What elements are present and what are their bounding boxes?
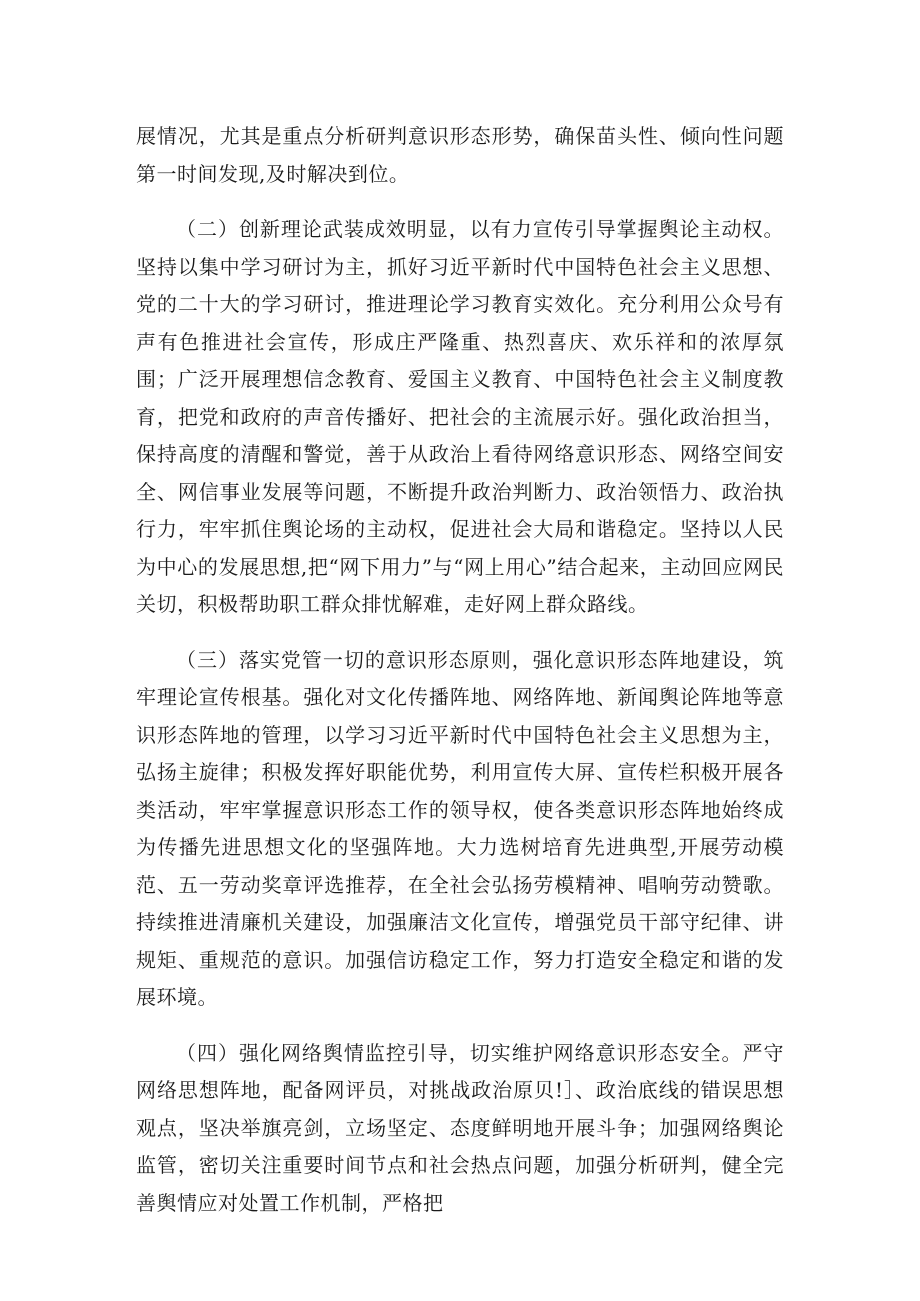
document-body: [136, 118, 784, 1240]
paragraph-section-four: （四）强化网络舆情监控引导，切实维护网络意识形态安全。严守网络思想阵地，配备网评员，对挑战政治原贝!］、政治底线的错误思想观点，坚决举旗亮剑，立场坚定、态度鲜明地开展斗争；加强网络舆论监管，密切关注重要时间节点和社会热点问题，加强分析研判，健全完善舆情应对处置工作机制，严格把: [136, 1040, 784, 1215]
paragraph-continuation: 展情况，尤其是重点分析研判意识形态形势，确保苗头性、倾向性问题第一时间发现,及时解决到位。: [136, 124, 784, 186]
paragraph-section-two: （二）创新理论武装成效明显，以有力宣传引导掌握舆论主动权。坚持以集中学习研讨为主，抓好习近平新时代中国特色社会主义思想、党的二十大的学习研讨，推进理论学习教育实效化。充分利用公众号有声有色推进社会宣传，形成庄严隆重、热烈喜庆、欢乐祥和的浓厚氛围；广泛开展理想信念教育、爱国主义教育、中国特色社会主义制度教育，把党和政府的声音传播好、把社会的主流展示好。强化政治担当，保持高度的清醒和警觉，善于从政治上看待网络意识形态、网络空间安全、网信事业发展等问题，不断提升政治判断力、政治领悟力、政治执行力，牢牢抓住舆论场的主动权，促进社会大局和谐稳定。坚持以人民为中心的发展思想,把“网下用力”与“网上用心”结合起来，主动回应网民关切，积极帮助职工群众排忧解难，走好网上群众路线。: [136, 217, 784, 616]
paragraph-section-three: （三）落实党管一切的意识形态原则，强化意识形态阵地建设，筑牢理论宣传根基。强化对文化传播阵地、网络阵地、新闻舆论阵地等意识形态阵地的管理，以学习习近平新时代中国特色社会主义思想为主，弘扬主旋律；积极发挥好职能优势，利用宣传大屏、宣传栏积极开展各类活动，牢牢掌握意识形态工作的领导权，使各类意识形态阵地始终成为传播先进思想文化的坚强阵地。大力选树培育先进典型,开展劳动模范、五一劳动奖章评选推荐，在全社会弘扬劳模精神、唱响劳动赞歌。持续推进清廉机关建设，加强廉洁文化宣传，增强党员干部守纪律、讲规矩、重规范的意识。加强信访稳定工作，努力打造安全稳定和谐的发展环境。: [136, 647, 784, 1009]
